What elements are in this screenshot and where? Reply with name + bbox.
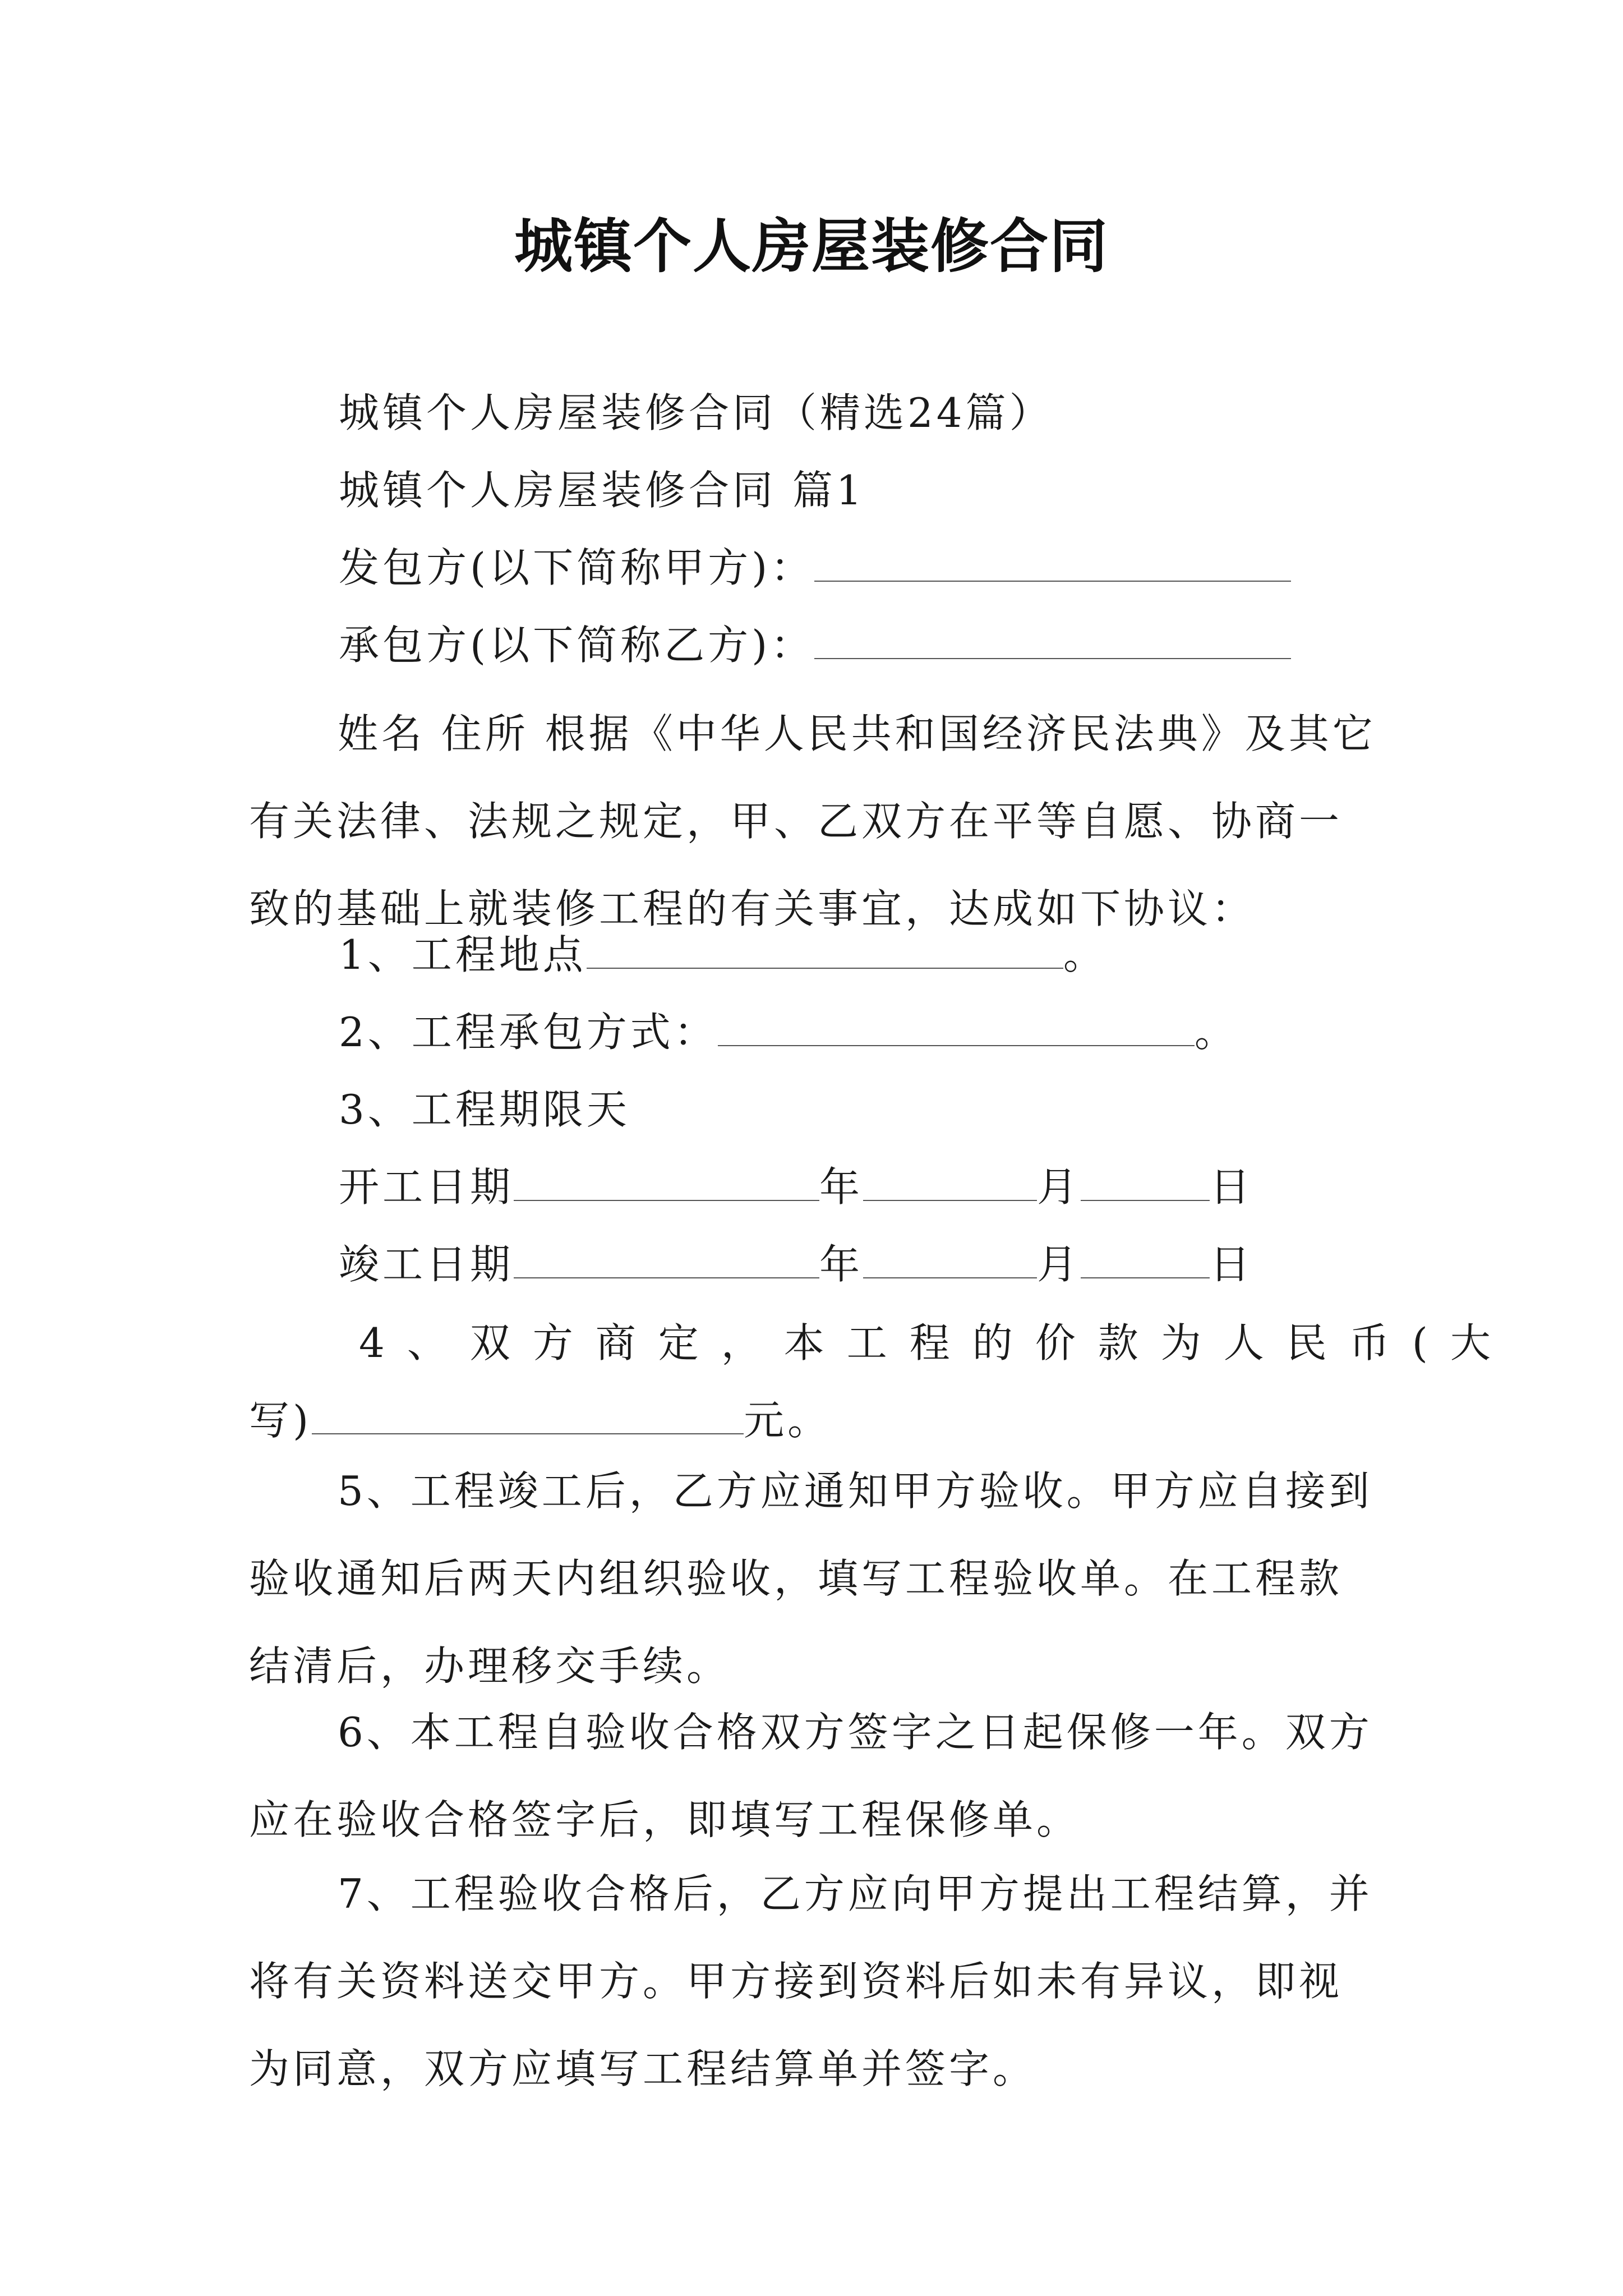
party-b-blank[interactable] <box>814 625 1291 659</box>
start-year-label: 年 <box>819 1163 864 1211</box>
party-a-row <box>339 544 1291 591</box>
end-day-label: 日 <box>1210 1241 1254 1288</box>
item3-row: 3、工程期限天 <box>339 1086 630 1133</box>
item1-label: 1、工程地点 <box>339 931 587 978</box>
item4-line2 <box>249 1397 832 1444</box>
start-month-blank[interactable] <box>863 1167 1037 1201</box>
item2-row <box>339 1009 1238 1056</box>
party-b-label: 承包方(以下简称乙方)： <box>339 622 815 669</box>
end-date-label: 竣工日期 <box>339 1241 514 1288</box>
item5-paragraph: 5、工程竣工后，乙方应通知甲方验收。甲方应自接到验收通知后两天内组织验收，填写工程验收单。在工程款结清后，办理移交手续。 <box>249 1467 1373 1690</box>
section-heading: 城镇个人房屋装修合同 篇1 <box>339 467 865 514</box>
end-year-blank[interactable] <box>514 1245 819 1278</box>
price-blank[interactable] <box>312 1401 744 1434</box>
item7-paragraph: 7、工程验收合格后，乙方应向甲方提出工程结算，并将有关资料送交甲方。甲方接到资料后如未有异议，即视为同意，双方应填写工程结算单并签字。 <box>249 1870 1373 2092</box>
document-title: 城镇个人房屋装修合同 <box>514 211 1109 280</box>
item4-line2-end: 元。 <box>744 1397 832 1444</box>
item2-end: 。 <box>1194 1009 1238 1056</box>
start-month-label: 月 <box>1037 1163 1081 1211</box>
start-day-label: 日 <box>1210 1163 1254 1211</box>
party-a-label: 发包方(以下简称甲方)： <box>339 544 815 591</box>
party-a-blank[interactable] <box>814 548 1291 582</box>
end-year-label: 年 <box>819 1241 864 1288</box>
start-date-row <box>339 1163 1254 1211</box>
item4-line1: 4、双方商定，本工程的价款为人民币(大 <box>359 1319 1513 1366</box>
intro-paragraph: 姓名 住所 根据《中华人民共和国经济民法典》及其它有关法律、法规之规定，甲、乙双方在平等自愿、协商一致的基础上就装修工程的有关事宜，达成如下协议： <box>249 710 1376 932</box>
end-month-label: 月 <box>1037 1241 1081 1288</box>
end-date-row <box>339 1241 1254 1288</box>
start-year-blank[interactable] <box>514 1167 819 1201</box>
item4-line2-start: 写) <box>249 1397 312 1444</box>
start-date-label: 开工日期 <box>339 1163 514 1211</box>
item1-row <box>339 931 1107 978</box>
item1-blank[interactable] <box>587 935 1063 969</box>
item6-paragraph: 6、本工程自验收合格双方签字之日起保修一年。双方应在验收合格签字后，即填写工程保修单。 <box>249 1709 1373 1843</box>
document-subtitle: 城镇个人房屋装修合同（精选24篇） <box>339 389 1053 436</box>
end-day-blank[interactable] <box>1081 1245 1210 1278</box>
item2-label: 2、工程承包方式： <box>339 1009 718 1056</box>
end-month-blank[interactable] <box>863 1245 1037 1278</box>
item1-end: 。 <box>1063 931 1107 978</box>
start-day-blank[interactable] <box>1081 1167 1210 1201</box>
item2-blank[interactable] <box>718 1013 1195 1046</box>
party-b-row <box>339 622 1291 669</box>
